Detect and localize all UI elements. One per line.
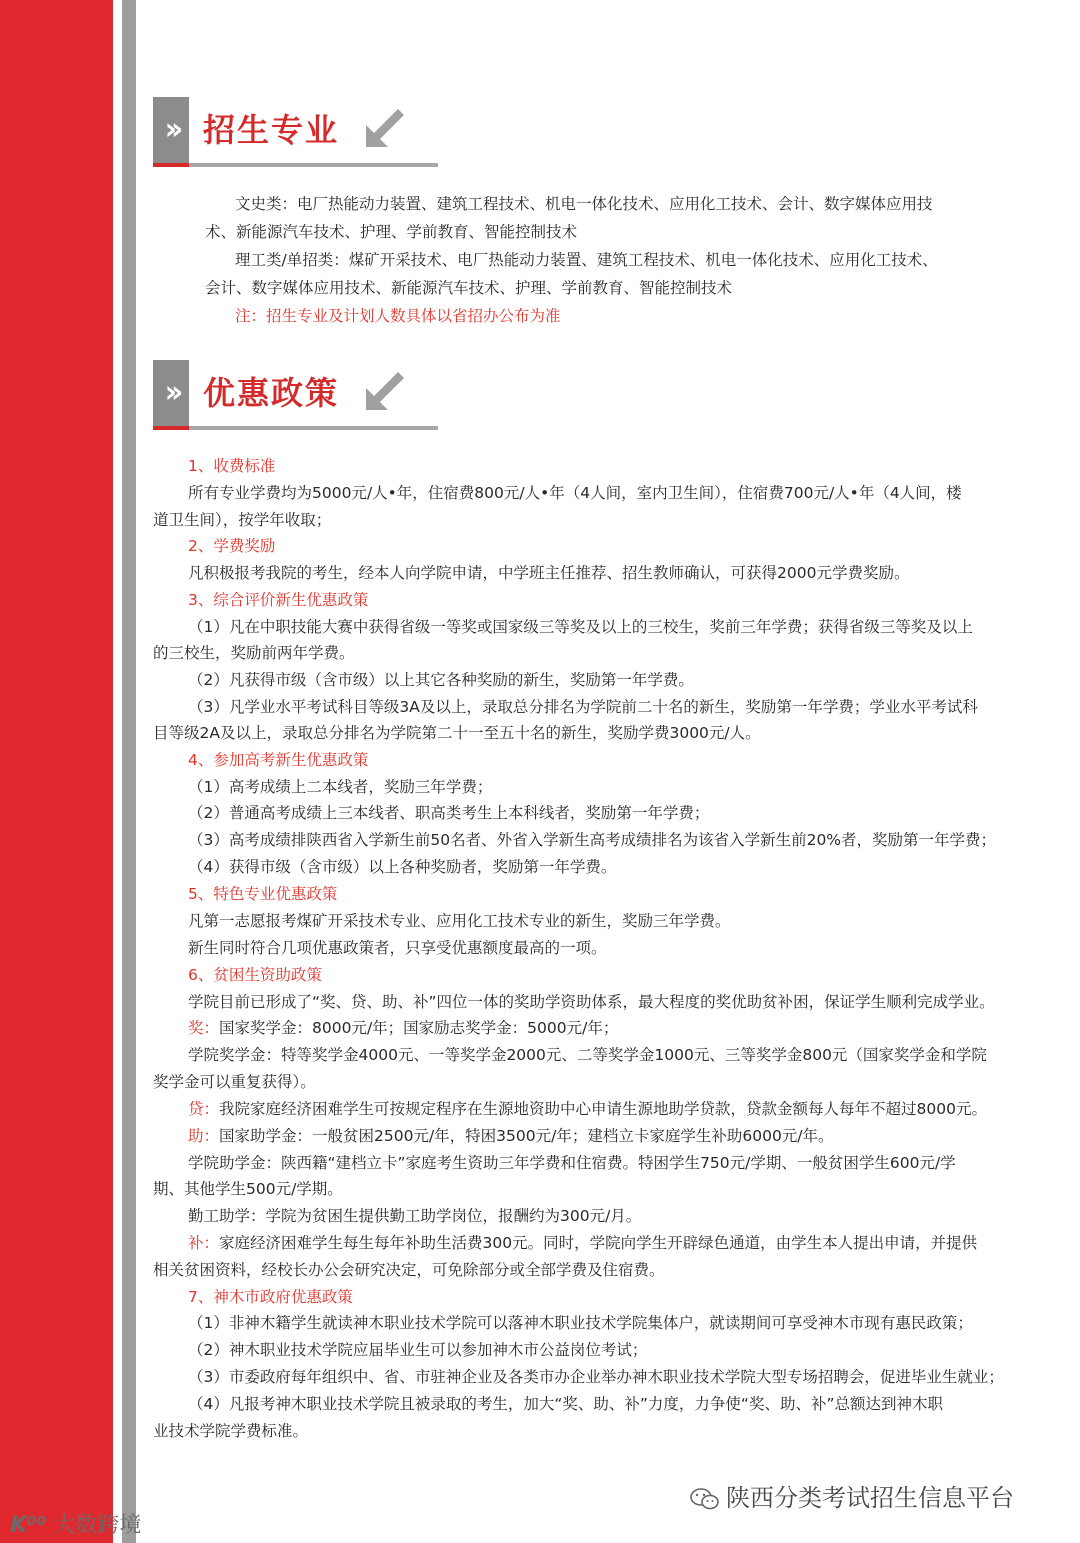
policy-s6-line: 学院奖学金：特等奖学金4000元、一等奖学金2000元、二等奖学金1000元、三等奖学金800元（国家奖学金和学院 xyxy=(188,1046,987,1064)
policy-s1-line: 道卫生间），按学年收取； xyxy=(153,511,332,529)
policy-s4-line: （3）高考成绩排陕西省入学新生前50名者、外省入学新生高考成绩排名为该省入学新生前20%者，奖励第一年学费； xyxy=(188,831,997,849)
policy-s4-line: （4）获得市级（含市级）以上各种奖励者，奖励第一年学费。 xyxy=(188,858,617,876)
header-rule-gray xyxy=(189,426,438,430)
policy-s6-line: 学院助学金：陕西籍“建档立卡”家庭考生资助三年学费和住宿费。特困学生750元/学期、一般贫困学生600元/学 xyxy=(188,1154,956,1172)
policy-s6-line: 补：家庭经济困难学生每生每年补助生活费300元。同时，学院向学生开辟绿色通道，由学生本人提出申请，并提供 xyxy=(188,1234,978,1252)
policy-s6-title: 6、贫困生资助政策 xyxy=(188,966,322,984)
double-chevron-icon: ›› xyxy=(153,97,189,163)
policy-s6-line: 相关贫困资料，经校长办公会研究决定，可免除部分或全部学费及住宿费。 xyxy=(153,1261,665,1279)
policy-s2-line: 凡积极报考我院的考生，经本人向学院申请，中学班主任推荐、招生教师确认，可获得2000元学费奖励。 xyxy=(188,564,910,582)
wechat-icon xyxy=(690,1487,720,1511)
policy-heading: 优惠政策 xyxy=(203,374,340,412)
policy-s6-line: 奖：国家奖学金：8000元/年；国家励志奖学金：5000元/年； xyxy=(188,1019,619,1037)
policy-s6-line: 期、其他学生500元/学期。 xyxy=(153,1180,343,1198)
policy-s4-title: 4、参加高考新生优惠政策 xyxy=(188,751,369,769)
policy-s7-line: （2）神木职业技术学院应届毕业生可以参加神木市公益岗位考试； xyxy=(188,1341,648,1359)
policy-s7-line: （4）凡报考神木职业技术学院且被录取的考生，加大“奖、助、补”力度，力争使“奖、助、补”总额达到神木职 xyxy=(188,1395,943,1413)
diagonal-arrow-icon xyxy=(358,368,408,418)
policy-s3-line: （3）凡学业水平考试科目等级3A及以上，录取总分排名为学院前二十名的新生，奖励第一年学费；学业水平考试科 xyxy=(188,698,978,716)
diagonal-arrow-icon xyxy=(358,105,408,155)
policy-s3-line: 的三校生，奖励前两年学费。 xyxy=(153,644,355,662)
policy-s5-title: 5、特色专业优惠政策 xyxy=(188,885,338,903)
policy-s6-line: 助：国家助学金：一般贫困2500元/年，特困3500元/年；建档立卡家庭学生补助6000元/年。 xyxy=(188,1127,834,1145)
header-rule-gray xyxy=(189,163,438,167)
policy-s4-line: （2）普通高考成绩上三本线者、职高类考生上本科线者，奖励第一年学费； xyxy=(188,804,710,822)
left-gray-stripe xyxy=(122,0,136,1543)
policy-s4-line: （1）高考成绩上二本线者，奖励三年学费； xyxy=(188,778,493,796)
policy-s6-line: 奖学金可以重复获得）。 xyxy=(153,1073,316,1091)
left-red-band xyxy=(0,0,113,1543)
policy-s5-line: 凡第一志愿报考煤矿开采技术专业、应用化工技术专业的新生，奖励三年学费。 xyxy=(188,912,731,930)
policy-s5-line: 新生同时符合几项优惠政策者，只享受优惠额度最高的一项。 xyxy=(188,939,607,957)
policy-s3-title: 3、综合评价新生优惠政策 xyxy=(188,591,369,609)
majors-heading: 招生专业 xyxy=(203,111,340,149)
logo-mark-icon: K⁰⁰ xyxy=(10,1513,47,1538)
majors-wenshi: 文史类：电厂热能动力装置、建筑工程技术、机电一体化技术、应用化工技术、会计、数字媒体应用技 术、新能源汽车技术、护理、学前教育、智能控制技术 理工类/单招类：煤矿开采技术、电厂热能动力装置、建筑工程技术、机电一体化技术、应用化工技术、 会计、数字媒体应用技术、新能源汽车技术、护理、学前教育、智能控制技术 注：招生专业及计划人数具体以省招办公布为准 xyxy=(205,190,1035,330)
policy-s6-line: 学院目前已形成了“奖、贷、助、补”四位一体的奖助学资助体系，最大程度的奖优助贫补困，保证学生顺利完成学业。 xyxy=(188,993,995,1011)
policy-s7-line: 业技术学院学费标准。 xyxy=(153,1422,309,1440)
watermark-logo: K⁰⁰ 大数跨境 xyxy=(10,1513,142,1538)
policy-section-header xyxy=(153,360,438,435)
left-white-stripe xyxy=(113,0,122,1543)
policy-s3-line: （2）凡获得市级（含市级）以上其它各种奖励的新生，奖励第一年学费。 xyxy=(188,671,694,689)
policy-s6-line: 贷：我院家庭经济困难学生可按规定程序在生源地资助中心申请生源地助学贷款，贷款金额每人每年不超过8000元。 xyxy=(188,1100,987,1118)
header-rule-red xyxy=(153,163,189,167)
header-rule-red xyxy=(153,426,189,430)
double-chevron-icon: ›› xyxy=(153,360,189,426)
policy-s1-title: 1、收费标准 xyxy=(188,457,276,475)
policy-s7-title: 7、神木市政府优惠政策 xyxy=(188,1288,353,1306)
majors-section-header xyxy=(153,97,438,172)
majors-note: 注：招生专业及计划人数具体以省招办公布为准 xyxy=(235,307,561,325)
policy-s3-line: 目等级2A及以上，录取总分排名为学院第二十一至五十名的新生，奖励学费3000元/人。 xyxy=(153,724,761,742)
policy-s6-line: 勤工助学：学院为贫困生提供勤工助学岗位，报酬约为300元/月。 xyxy=(188,1207,642,1225)
policy-s3-line: （1）凡在中职技能大赛中获得省级一等奖或国家级三等奖及以上的三校生，奖前三年学费；获得省级三等奖及以上 xyxy=(188,618,973,636)
policy-s7-line: （1）非神木籍学生就读神木职业技术学院可以落神木职业技术学院集体户，就读期间可享受神木市现有惠民政策； xyxy=(188,1314,973,1332)
wechat-account-watermark: 陕西分类考试招生信息平台 xyxy=(690,1478,1014,1513)
policy-s2-title: 2、学费奖励 xyxy=(188,537,276,555)
policy-s1-line: 所有专业学费均为5000元/人•年，住宿费800元/人•年（4人间，室内卫生间），住宿费700元/人•年（4人间，楼 xyxy=(188,484,962,502)
policy-s7-line: （3）市委政府每年组织中、省、市驻神企业及各类市办企业举办神木职业技术学院大型专场招聘会，促进毕业生就业； xyxy=(188,1368,1004,1386)
